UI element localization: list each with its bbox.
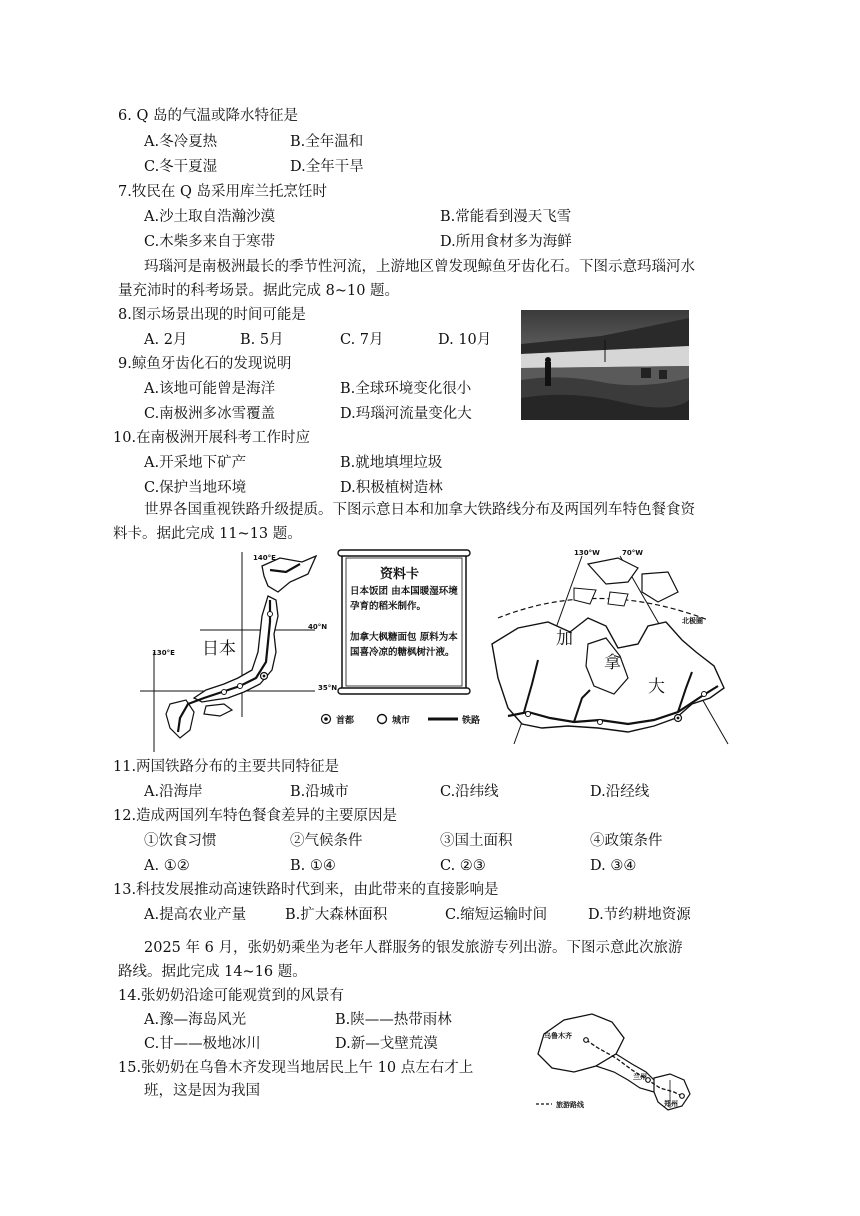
q12-item-2: ②气候条件 xyxy=(290,833,363,849)
q13-option-a: A.提高农业产量 xyxy=(144,907,247,923)
japan-lat-35-label: 35°N xyxy=(318,684,338,692)
q8-option-a: A. 2月 xyxy=(144,332,188,348)
antarctic-river-photo xyxy=(521,310,689,420)
japan-lon-130-label: 130°E xyxy=(152,649,175,657)
q15-stem-line2: 班，这是因为我国 xyxy=(144,1083,260,1099)
legend-city-label: 城市 xyxy=(392,716,411,726)
canada-lon-130-label: 130°W xyxy=(574,549,600,557)
city-legend-icon xyxy=(376,713,388,725)
q10-option-d: D.积极植树造林 xyxy=(340,480,443,496)
canada-label-1: 加 xyxy=(556,629,573,649)
q11-option-c: C.沿纬线 xyxy=(440,784,499,800)
q9-option-a: A.该地可能曾是海洋 xyxy=(144,381,276,397)
passage-14-16-line1: 2025 年 6 月，张奶奶乘坐为老年人群服务的银发旅游专列出游。下图示意此次旅游 xyxy=(144,940,683,956)
q10-option-b: B.就地填埋垃圾 xyxy=(340,455,443,471)
q12-option-c: C. ②③ xyxy=(440,858,486,874)
route-legend-label: 旅游路线 xyxy=(556,1101,584,1109)
q9-option-d: D.玛瑙河流量变化大 xyxy=(340,406,472,422)
q10-stem: 10.在南极洲开展科考工作时应 xyxy=(113,430,311,446)
q12-item-4: ④政策条件 xyxy=(590,833,663,849)
q6-option-d: D.全年干旱 xyxy=(290,159,364,175)
map-legend xyxy=(320,711,490,725)
canada-label-2: 拿 xyxy=(604,653,621,673)
q11-option-a: A.沿海岸 xyxy=(144,784,203,800)
capital-legend-icon xyxy=(320,713,332,725)
route-city-zhengzhou: 郑州 xyxy=(664,1100,678,1108)
info-card-text-1: 日本饭团 由本国暖湿环境孕育的稻米制作。 xyxy=(350,586,458,612)
q12-item-3: ③国土面积 xyxy=(440,833,513,849)
q6-option-b: B.全年温和 xyxy=(290,134,364,150)
q11-stem: 11.两国铁路分布的主要共同特征是 xyxy=(113,759,340,775)
q11-option-b: B.沿城市 xyxy=(290,784,349,800)
passage-8-10-line1: 玛瑙河是南极洲最长的季节性河流，上游地区曾发现鲸鱼牙齿化石。下图示意玛瑙河水 xyxy=(144,259,695,275)
q12-option-b: B. ①④ xyxy=(290,858,336,874)
route-city-urumqi: 乌鲁木齐 xyxy=(544,1032,572,1040)
q6-option-a: A.冬冷夏热 xyxy=(144,134,218,150)
info-card-title: 资料卡 xyxy=(380,567,420,582)
q14-option-d: D.新—戈壁荒漠 xyxy=(335,1036,438,1052)
passage-14-16-line2: 路线。据此完成 14~16 题。 xyxy=(118,964,307,980)
q9-stem: 9.鲸鱼牙齿化石的发现说明 xyxy=(118,356,292,372)
passage-11-13-line2: 料卡。据此完成 11~13 题。 xyxy=(113,526,302,542)
q14-stem: 14.张奶奶沿途可能观赏到的风景有 xyxy=(118,988,345,1004)
q7-option-a: A.沙土取自浩瀚沙漠 xyxy=(144,209,276,225)
q13-option-c: C.缩短运输时间 xyxy=(445,907,548,923)
q14-option-b: B.陕——热带雨林 xyxy=(335,1012,452,1028)
legend-capital-label: 首都 xyxy=(336,716,355,726)
passage-8-10-line2: 量充沛时的科考场景。据此完成 8~10 题。 xyxy=(118,283,400,299)
q7-stem: 7.牧民在 Q 岛采用库兰托烹饪时 xyxy=(118,184,327,200)
q8-option-c: C. 7月 xyxy=(340,332,384,348)
q12-stem: 12.造成两国列车特色餐食差异的主要原因是 xyxy=(113,808,398,824)
canada-label-3: 大 xyxy=(648,677,665,697)
q9-option-c: C.南极洲多冰雪覆盖 xyxy=(144,406,276,422)
route-city-lanzhou: 兰州 xyxy=(633,1073,647,1081)
passage-11-13-line1: 世界各国重视铁路升级提质。下图示意日本和加拿大铁路线分布及两国列车特色餐食资 xyxy=(144,502,695,518)
q12-item-1: ①饮食习惯 xyxy=(144,833,217,849)
q12-option-a: A. ①② xyxy=(144,858,190,874)
q8-stem: 8.图示场景出现的时间可能是 xyxy=(118,307,306,323)
q8-option-d: D. 10月 xyxy=(438,332,492,348)
info-card-text-2: 加拿大枫糖面包 原料为本国喜冷凉的糖枫树汁液。 xyxy=(350,632,458,658)
q6-stem: 6. Q 岛的气温或降水特征是 xyxy=(118,108,298,124)
q15-stem-line1: 15.张奶奶在乌鲁木齐发现当地居民上午 10 点左右才上 xyxy=(118,1060,474,1076)
q10-option-c: C.保护当地环境 xyxy=(144,480,247,496)
legend-railway-label: 铁路 xyxy=(462,716,481,726)
q7-option-c: C.木柴多来自于寒带 xyxy=(144,234,276,250)
japan-country-label: 日本 xyxy=(202,639,236,659)
q8-option-b: B. 5月 xyxy=(240,332,284,348)
q9-option-b: B.全球环境变化很小 xyxy=(340,381,472,397)
q10-option-a: A.开采地下矿产 xyxy=(144,455,247,471)
canada-lon-70-label: 70°W xyxy=(622,549,643,557)
q13-option-b: B.扩大森林面积 xyxy=(285,907,388,923)
japan-lon-140-label: 140°E xyxy=(253,554,276,562)
q6-option-c: C.冬干夏湿 xyxy=(144,159,218,175)
q7-option-b: B.常能看到漫天飞雪 xyxy=(440,209,572,225)
q13-option-d: D.节约耕地资源 xyxy=(588,907,691,923)
railway-legend-icon xyxy=(428,713,458,725)
q12-option-d: D. ③④ xyxy=(590,858,637,874)
q14-option-a: A.豫—海岛风光 xyxy=(144,1012,247,1028)
q7-option-d: D.所用食材多为海鲜 xyxy=(440,234,572,250)
q14-option-c: C.甘——极地冰川 xyxy=(144,1036,261,1052)
japan-lat-40-label: 40°N xyxy=(308,623,328,631)
canada-arctic-circle-label: 北极圈 xyxy=(682,617,703,625)
q13-stem: 13.科技发展推动高速铁路时代到来，由此带来的直接影响是 xyxy=(113,882,499,898)
q11-option-d: D.沿经线 xyxy=(590,784,650,800)
